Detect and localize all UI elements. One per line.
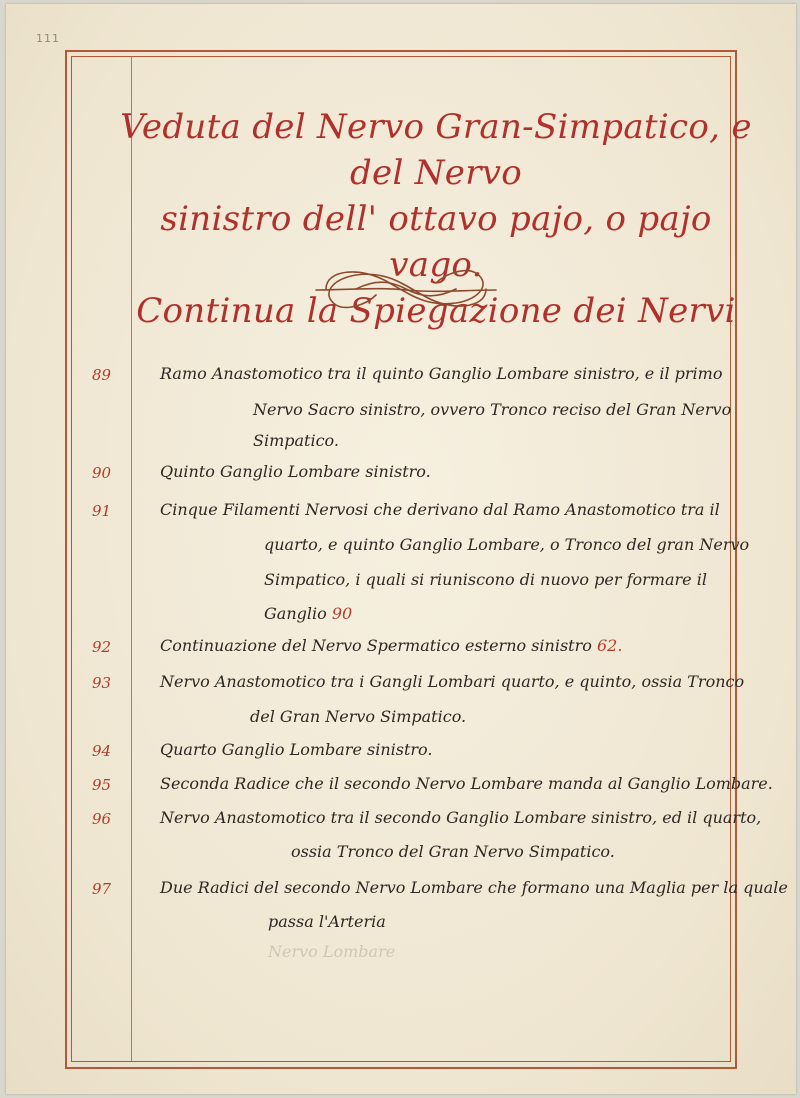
entry-text: Ganglio bbox=[264, 604, 327, 623]
entry-number: 91 bbox=[92, 502, 112, 520]
entry-number: 93 bbox=[92, 674, 112, 692]
entry-text: quarto, e quinto Ganglio Lombare, o Tronco del gran Nervo bbox=[264, 535, 750, 554]
entry-text-with-ref bbox=[160, 636, 622, 655]
title-line-1: Veduta del Nervo Gran-Simpatico, e del Nervo bbox=[120, 107, 752, 193]
entry-text: Due Radici del secondo Nervo Lombare che formano una Maglia per la quale bbox=[160, 878, 788, 897]
entry-text-last bbox=[264, 604, 352, 623]
flourish-ornament-icon bbox=[306, 259, 506, 321]
frame-inner-top bbox=[71, 56, 731, 57]
figure-reference: 62. bbox=[596, 636, 623, 655]
entry-number: 94 bbox=[92, 742, 112, 760]
title-line-2: sinistro dell' ottavo pajo, o pajo vago. bbox=[160, 199, 712, 285]
frame-outer-bottom bbox=[65, 1067, 737, 1069]
entry-number: 89 bbox=[92, 366, 112, 384]
frame-outer-top bbox=[65, 50, 737, 52]
faded-text: Nervo Lombare bbox=[268, 942, 396, 961]
entry-text: Nervo Anastomotico tra i Gangli Lombari quarto, e quinto, ossia Tronco bbox=[160, 672, 745, 691]
entry-text: Simpatico, i quali si riuniscono di nuovo per formare il bbox=[264, 570, 707, 589]
entry-text: Quinto Ganglio Lombare sinistro. bbox=[160, 462, 431, 481]
entry-text: passa l'Arteria bbox=[268, 912, 386, 931]
figure-reference: 90 bbox=[331, 604, 353, 623]
entry-text: Ramo Anastomotico tra il quinto Ganglio Lombare sinistro, e il primo bbox=[160, 364, 723, 383]
frame-inner-left bbox=[71, 56, 72, 1062]
entry-text: Nervo Anastomotico tra il secondo Ganglio Lombare sinistro, ed il quarto, bbox=[160, 808, 762, 827]
frame-inner-bottom bbox=[71, 1061, 731, 1062]
entry-text: Continuazione del Nervo Spermatico esterno sinistro bbox=[160, 636, 592, 655]
entry-number: 95 bbox=[92, 776, 112, 794]
entry-number: 92 bbox=[92, 638, 112, 656]
frame-outer-left bbox=[65, 50, 67, 1069]
entry-number: 90 bbox=[92, 464, 112, 482]
entry-text: Simpatico. bbox=[253, 431, 339, 450]
entry-number: 96 bbox=[92, 810, 112, 828]
entry-text: Nervo Sacro sinistro, ovvero Tronco reciso del Gran Nervo bbox=[253, 400, 732, 419]
entry-text: ossia Tronco del Gran Nervo Simpatico. bbox=[291, 842, 615, 861]
entry-text: del Gran Nervo Simpatico. bbox=[250, 707, 467, 726]
entry-text: Cinque Filamenti Nervosi che derivano dal Ramo Anastomotico tra il bbox=[160, 500, 720, 519]
entry-number: 97 bbox=[92, 880, 112, 898]
manuscript-page bbox=[6, 4, 796, 1094]
pencil-folio-mark: 111 bbox=[36, 32, 60, 45]
title-line-3: Continua la Spiegazione dei Nervi bbox=[136, 291, 736, 331]
entry-text: Seconda Radice che il secondo Nervo Lombare manda al Ganglio Lombare. bbox=[160, 774, 773, 793]
entry-text: Quarto Ganglio Lombare sinistro. bbox=[160, 740, 433, 759]
